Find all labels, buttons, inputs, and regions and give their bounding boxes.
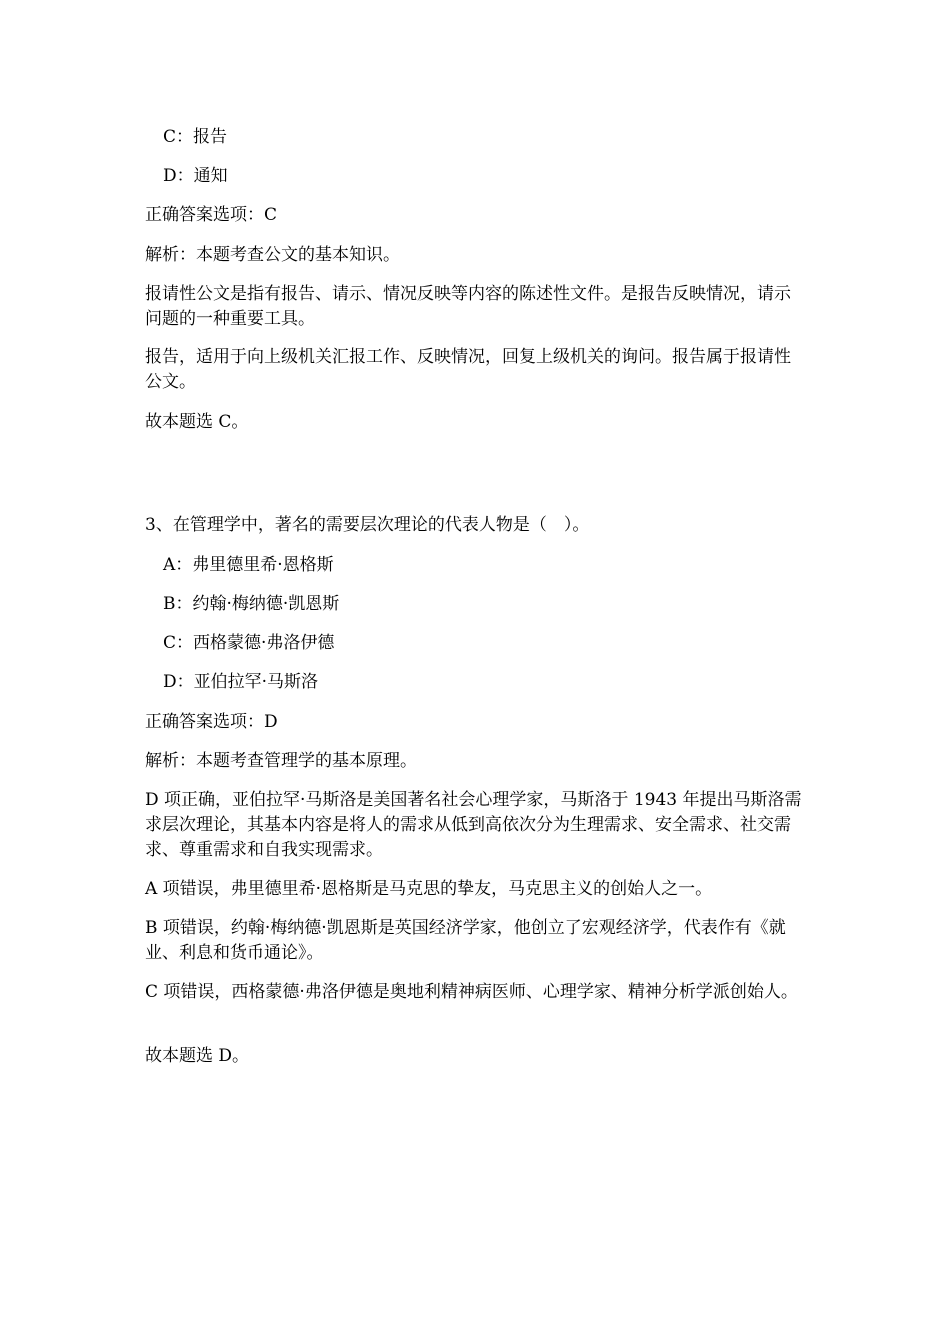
- q2-analysis-intro: 解析：本题考查公文的基本知识。: [145, 245, 400, 265]
- q3-analysis-intro: 解析：本题考查管理学的基本原理。: [145, 751, 417, 771]
- q3-analysis-option-a: A 项错误，弗里德里希·恩格斯是马克思的挚友，马克思主义的创始人之一。: [145, 879, 713, 899]
- q2-answer: 正确答案选项：C: [145, 205, 278, 225]
- q3-analysis-option-b: B 项错误，约翰·梅纳德·凯恩斯是英国经济学家，他创立了宏观经济学，代表作有《就业、利息和货币通论》。: [145, 918, 786, 963]
- q3-option-d: D：亚伯拉罕·马斯洛: [163, 672, 319, 692]
- q2-analysis-paragraph-2: 报告，适用于向上级机关汇报工作、反映情况，回复上级机关的询问。报告属于报请性公文。: [145, 347, 791, 392]
- q3-option-b: B：约翰·梅纳德·凯恩斯: [163, 594, 340, 614]
- q3-question: 3、在管理学中，著名的需要层次理论的代表人物是（ ）。: [145, 515, 590, 535]
- q2-analysis-paragraph-1: 报请性公文是指有报告、请示、情况反映等内容的陈述性文件。是报告反映情况，请示问题的一种重要工具。: [145, 284, 791, 329]
- q3-option-c: C：西格蒙德·弗洛伊德: [163, 633, 335, 653]
- q3-conclusion: 故本题选 D。: [145, 1046, 250, 1066]
- q3-option-a: A：弗里德里希·恩格斯: [163, 555, 334, 575]
- q3-answer: 正确答案选项：D: [145, 712, 278, 732]
- q2-conclusion: 故本题选 C。: [145, 412, 249, 432]
- q2-option-c: C：报告: [163, 127, 228, 147]
- q2-option-d: D：通知: [163, 166, 228, 186]
- q3-analysis-option-d: D 项正确，亚伯拉罕·马斯洛是美国著名社会心理学家，马斯洛于 1943 年提出马斯洛需求层次理论，其基本内容是将人的需求从低到高依次分为生理需求、安全需求、社交需求、尊重需求和自我实现需求。: [145, 790, 802, 860]
- q3-analysis-option-c: C 项错误，西格蒙德·弗洛伊德是奥地利精神病医师、心理学家、精神分析学派创始人。: [145, 982, 798, 1002]
